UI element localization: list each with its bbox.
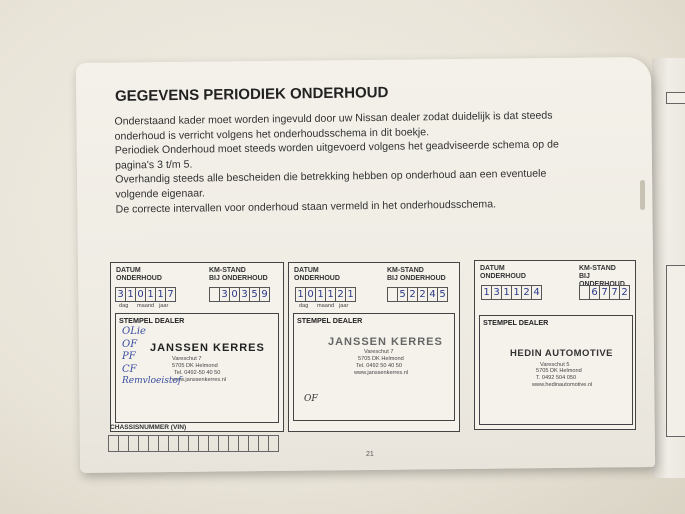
dealer-address: Vareschut 5 [540, 362, 570, 368]
date-digit: 3 [491, 285, 502, 300]
date-digit: 0 [135, 287, 146, 302]
km-boxes [579, 285, 629, 300]
dealer-stamp-area [293, 313, 455, 421]
page-number: 21 [366, 451, 374, 458]
date-digit: 1 [325, 287, 336, 302]
next-page-box [666, 92, 685, 104]
intro-line: Periodiek Onderhoud moet steeds worden uitgevoerd volgens het geadviseerde schema op de [114, 138, 559, 157]
jaar-label: jaar [339, 303, 349, 309]
date-digit: 3 [115, 287, 126, 302]
dealer-name: JANSSEN KERRES [328, 336, 443, 348]
date-boxes [481, 285, 541, 300]
intro-line: pagina's 3 t/m 5. [114, 158, 193, 172]
intro-line: Overhandig steeds alle bescheiden die betrekking hebben op onderhoud aan een eventuele [115, 167, 547, 187]
dealer-address: Vareschut 7 [364, 349, 394, 355]
datum-label: DATUM ONDERHOUD [116, 267, 162, 282]
km-label: KM-STAND BIJ ONDERHOUD [579, 265, 625, 288]
date-digit: 1 [155, 287, 166, 302]
km-digit: 7 [609, 285, 620, 300]
date-digit: 7 [165, 287, 176, 302]
intro-line: volgende eigenaar. [115, 187, 206, 201]
date-digit: 1 [501, 285, 512, 300]
next-page-card [666, 265, 685, 437]
km-digit: 4 [427, 287, 438, 302]
km-label: KM-STAND BIJ ONDERHOUD [387, 267, 446, 282]
datum-label: DATUM ONDERHOUD [480, 265, 526, 280]
date-digit: 1 [511, 285, 522, 300]
date-boxes [115, 287, 175, 302]
maintenance-record-3 [474, 260, 636, 430]
stempel-label: STEMPEL DEALER [483, 318, 549, 327]
dealer-website: www.hedinautomotive.nl [532, 382, 593, 388]
vin-boxes [108, 435, 278, 452]
stempel-label: STEMPEL DEALER [297, 316, 363, 325]
handwritten-note: Remvloeistof [122, 376, 182, 386]
km-digit: 2 [619, 285, 630, 300]
handwritten-note: OF [304, 394, 318, 404]
dag-label: dag [119, 303, 129, 309]
dealer-phone: T. 0492 504 050 [536, 375, 577, 381]
intro-text [114, 107, 635, 216]
stempel-label: STEMPEL DEALER [119, 316, 185, 325]
dealer-name: JANSSEN KERRES [150, 342, 265, 354]
date-digit: 0 [305, 287, 316, 302]
km-digit: 0 [229, 287, 240, 302]
binding-clip [640, 180, 645, 210]
maintenance-record-2 [288, 262, 460, 432]
km-digit: 9 [259, 287, 270, 302]
dealer-city: 5705 DK Helmond [536, 368, 582, 374]
dealer-city: 5705 DK Helmond [358, 356, 404, 362]
intro-line: De correcte intervallen voor onderhoud staan vermeld in het onderhoudsschema. [115, 197, 497, 216]
dealer-city: 5705 DK Helmond [172, 363, 218, 369]
km-digit: 3 [239, 287, 250, 302]
date-digit: 1 [345, 287, 356, 302]
intro-line: onderhoud is verricht volgens het onderhoudsschema in dit boekje. [114, 125, 430, 143]
km-digit: 2 [407, 287, 418, 302]
dealer-name: HEDIN AUTOMOTIVE [510, 348, 614, 359]
km-boxes [209, 287, 269, 302]
dealer-stamp-area [115, 313, 279, 423]
km-label: KM-STAND BIJ ONDERHOUD [209, 267, 268, 282]
dealer-phone: Tel. 0492-50 40 50 [174, 370, 221, 376]
dag-label: dag [299, 303, 309, 309]
km-digit: 3 [219, 287, 230, 302]
page-title: GEGEVENS PERIODIEK ONDERHOUD [114, 84, 389, 105]
km-digit: 5 [397, 287, 408, 302]
km-digit: 5 [249, 287, 260, 302]
km-digit: 5 [437, 287, 448, 302]
intro-line: Onderstaand kader moet worden ingevuld door uw Nissan dealer zodat duidelijk is dat steeds [114, 109, 553, 128]
dealer-website: www.janssenkerres.nl [172, 377, 227, 383]
dealer-website: www.janssenkerres.nl [354, 370, 409, 376]
vin-label: CHASSISNUMMER (VIN) [110, 424, 187, 431]
maand-label: maand [317, 303, 335, 309]
maintenance-record-1 [110, 262, 284, 432]
km-boxes [387, 287, 447, 302]
date-boxes [295, 287, 355, 302]
handwritten-note: OF [122, 339, 138, 350]
maand-label: maand [137, 303, 155, 309]
km-digit: 6 [589, 285, 600, 300]
date-digit: 2 [335, 287, 346, 302]
dealer-address: Vareschut 7 [172, 356, 202, 362]
date-digit: 1 [295, 287, 306, 302]
date-digit: 4 [531, 285, 542, 300]
dealer-stamp-area [479, 315, 633, 425]
handwritten-note: PF [122, 351, 136, 362]
date-digit: 1 [145, 287, 156, 302]
date-digit: 1 [125, 287, 136, 302]
date-digit: 1 [315, 287, 326, 302]
dealer-phone: Tel. 0492 50 40 50 [356, 363, 403, 369]
handwritten-note: OLie [122, 326, 146, 337]
datum-label: DATUM ONDERHOUD [294, 267, 340, 282]
handwritten-note: CF [122, 364, 137, 375]
date-digit: 1 [481, 285, 492, 300]
date-digit: 2 [521, 285, 532, 300]
vin-box [268, 435, 279, 452]
km-digit: 7 [599, 285, 610, 300]
km-digit: 2 [417, 287, 428, 302]
jaar-label: jaar [159, 303, 169, 309]
